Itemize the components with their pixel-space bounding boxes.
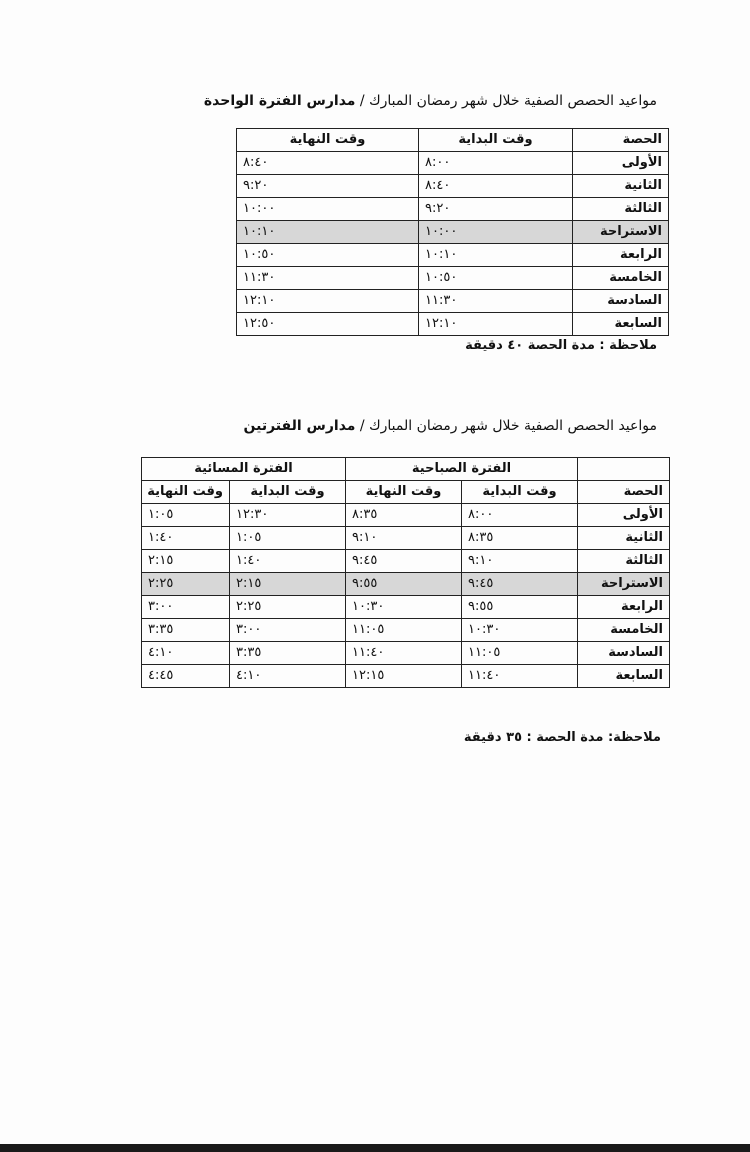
period-name: الاستراحة: [578, 573, 670, 596]
table1-header-row: [237, 129, 669, 152]
evening-start: ١:٤٠: [230, 550, 346, 573]
morning-start: ١١:٠٥: [462, 642, 578, 665]
header-morning-end: وقت النهاية: [346, 481, 462, 504]
evening-end: ٤:٤٥: [142, 665, 230, 688]
table1-title-bold: مدارس الفترة الواحدة: [203, 93, 356, 109]
start-time: ٨:٤٠: [419, 175, 573, 198]
table2-title-main: مواعيد الحصص الصفية خلال شهر رمضان المبارك /: [359, 418, 657, 434]
evening-end: ٣:٠٠: [142, 596, 230, 619]
end-time: ٩:٢٠: [237, 175, 419, 198]
header-end-time: وقت النهاية: [237, 129, 419, 152]
morning-end: ١٠:٣٠: [346, 596, 462, 619]
single-shift-schedule-table: [236, 128, 669, 336]
table2-group-header-row: [142, 458, 670, 481]
table-row: [237, 152, 669, 175]
table1-title-main: مواعيد الحصص الصفية خلال شهر رمضان المبارك /: [359, 93, 657, 109]
morning-end: ٩:١٠: [346, 527, 462, 550]
table-row: [142, 504, 670, 527]
header-morning-shift: الفترة الصباحية: [346, 458, 578, 481]
table1-title: [204, 93, 657, 109]
evening-start: ٢:٢٥: [230, 596, 346, 619]
table-row: [237, 244, 669, 267]
table2-title: [244, 418, 657, 434]
morning-start: ١٠:٣٠: [462, 619, 578, 642]
period-name: الثالثة: [573, 198, 669, 221]
period-name: الخامسة: [573, 267, 669, 290]
morning-start: ٨:٠٠: [462, 504, 578, 527]
morning-end: ١١:٠٥: [346, 619, 462, 642]
table-row: [237, 198, 669, 221]
header-period: الحصة: [578, 481, 670, 504]
table2-note: ملاحظة: مدة الحصة : ٣٥ دقيقة: [463, 730, 661, 745]
header-period: الحصة: [573, 129, 669, 152]
period-name: السادسة: [573, 290, 669, 313]
evening-start: ٣:٠٠: [230, 619, 346, 642]
table-row: [237, 290, 669, 313]
period-name: الاستراحة: [573, 221, 669, 244]
morning-start: ٩:١٠: [462, 550, 578, 573]
header-start-time: وقت البداية: [419, 129, 573, 152]
start-time: ١١:٣٠: [419, 290, 573, 313]
header-evening-end: وقت النهاية: [142, 481, 230, 504]
morning-start: ٩:٥٥: [462, 596, 578, 619]
morning-end: ٩:٤٥: [346, 550, 462, 573]
morning-start: ٨:٣٥: [462, 527, 578, 550]
evening-end: ٤:١٠: [142, 642, 230, 665]
table-row: [142, 596, 670, 619]
header-empty: [578, 458, 670, 481]
break-row: [237, 221, 669, 244]
evening-end: ١:٤٠: [142, 527, 230, 550]
header-evening-start: وقت البداية: [230, 481, 346, 504]
period-name: الأولى: [573, 152, 669, 175]
end-time: ١٢:١٠: [237, 290, 419, 313]
evening-end: ٢:١٥: [142, 550, 230, 573]
table-row: [142, 527, 670, 550]
period-name: الثانية: [573, 175, 669, 198]
break-row: [142, 573, 670, 596]
header-evening-shift: الفترة المسائية: [142, 458, 346, 481]
evening-end: ٣:٣٥: [142, 619, 230, 642]
table-row: [142, 642, 670, 665]
table-row: [142, 550, 670, 573]
table-row: [237, 267, 669, 290]
evening-start: ٢:١٥: [230, 573, 346, 596]
period-name: السابعة: [578, 665, 670, 688]
morning-end: ١١:٤٠: [346, 642, 462, 665]
start-time: ٨:٠٠: [419, 152, 573, 175]
period-name: السادسة: [578, 642, 670, 665]
start-time: ١٠:٥٠: [419, 267, 573, 290]
morning-start: ١١:٤٠: [462, 665, 578, 688]
period-name: السابعة: [573, 313, 669, 336]
end-time: ١٠:٠٠: [237, 198, 419, 221]
period-name: الثالثة: [578, 550, 670, 573]
two-shift-schedule-table: [141, 457, 670, 688]
period-name: الخامسة: [578, 619, 670, 642]
start-time: ١٠:١٠: [419, 244, 573, 267]
table2-title-bold: مدارس الفترتين: [243, 418, 356, 434]
header-morning-start: وقت البداية: [462, 481, 578, 504]
start-time: ٩:٢٠: [419, 198, 573, 221]
evening-start: ٤:١٠: [230, 665, 346, 688]
evening-start: ١:٠٥: [230, 527, 346, 550]
evening-end: ١:٠٥: [142, 504, 230, 527]
table-row: [237, 175, 669, 198]
period-name: الثانية: [578, 527, 670, 550]
end-time: ١٠:١٠: [237, 221, 419, 244]
table1-note: ملاحظة : مدة الحصة ٤٠ دقيقة: [465, 338, 657, 353]
morning-end: ٩:٥٥: [346, 573, 462, 596]
end-time: ٨:٤٠: [237, 152, 419, 175]
period-name: الرابعة: [573, 244, 669, 267]
end-time: ١٢:٥٠: [237, 313, 419, 336]
morning-end: ٨:٣٥: [346, 504, 462, 527]
start-time: ١٢:١٠: [419, 313, 573, 336]
morning-end: ١٢:١٥: [346, 665, 462, 688]
end-time: ١٠:٥٠: [237, 244, 419, 267]
table-row: [142, 665, 670, 688]
evening-start: ١٢:٣٠: [230, 504, 346, 527]
end-time: ١١:٣٠: [237, 267, 419, 290]
start-time: ١٠:٠٠: [419, 221, 573, 244]
table-row: [237, 313, 669, 336]
table2-header-row: [142, 481, 670, 504]
evening-start: ٣:٣٥: [230, 642, 346, 665]
evening-end: ٢:٢٥: [142, 573, 230, 596]
bottom-bar: [0, 1144, 750, 1152]
table-row: [142, 619, 670, 642]
period-name: الرابعة: [578, 596, 670, 619]
period-name: الأولى: [578, 504, 670, 527]
morning-start: ٩:٤٥: [462, 573, 578, 596]
